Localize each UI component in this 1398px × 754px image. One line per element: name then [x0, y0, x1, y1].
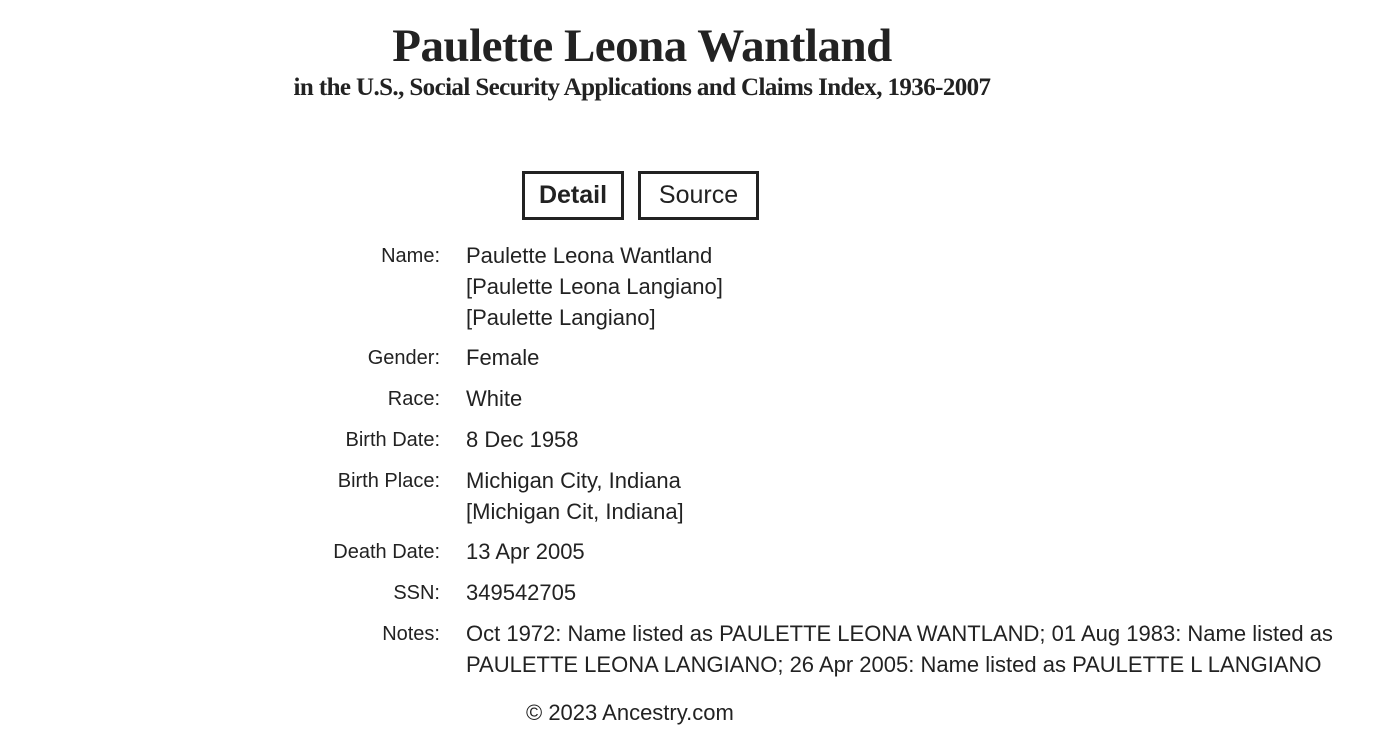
name-alternate: [Paulette Langiano] [466, 305, 656, 330]
birth-place-row [0, 465, 1398, 527]
ssn-row [0, 577, 1398, 609]
name-alternate: [Paulette Leona Langiano] [466, 274, 723, 299]
gender-row [0, 342, 1398, 374]
birth-date-label: Birth Date: [345, 429, 440, 451]
copyright-footer: © 2023 Ancestry.com [526, 700, 734, 725]
birth-place-label: Birth Place: [337, 470, 440, 492]
notes-label: Notes: [382, 623, 440, 645]
collection-subtitle: in the U.S., Social Security Applications and Claims Index, 1936-2007 [293, 74, 991, 101]
name-primary: Paulette Leona Wantland [466, 243, 713, 268]
notes-value: Oct 1972: Name listed as PAULETTE LEONA WANTLAND; 01 Aug 1983: Name listed as PAULETTE LEONA LANGIANO; 26 Apr 2005: Name listed as PAULETTE L LANGIANO [466, 621, 1333, 677]
page-title: Paulette Leona Wantland [392, 20, 892, 72]
name-label: Name: [381, 245, 440, 267]
race-value: White [466, 386, 523, 411]
tab-source[interactable]: Source [638, 171, 759, 220]
death-date-row [0, 536, 1398, 568]
tab-detail[interactable]: Detail [522, 171, 624, 220]
birth-place-primary: Michigan City, Indiana [466, 468, 681, 493]
ssn-label: SSN: [393, 582, 440, 604]
death-date-label: Death Date: [333, 541, 440, 563]
birth-place-value [466, 465, 1386, 527]
name-value [466, 240, 1386, 333]
notes-row [0, 618, 1398, 680]
ssn-value: 349542705 [466, 580, 577, 605]
race-row [0, 383, 1398, 415]
name-row [0, 240, 1398, 333]
birth-date-value: 8 Dec 1958 [466, 427, 579, 452]
birth-place-alternate: [Michigan Cit, Indiana] [466, 499, 684, 524]
gender-label: Gender: [367, 347, 440, 369]
record-tabs [522, 171, 759, 220]
gender-value: Female [466, 345, 540, 370]
death-date-value: 13 Apr 2005 [466, 539, 585, 564]
race-label: Race: [387, 388, 440, 410]
record-details [0, 240, 1398, 689]
birth-date-row [0, 424, 1398, 456]
